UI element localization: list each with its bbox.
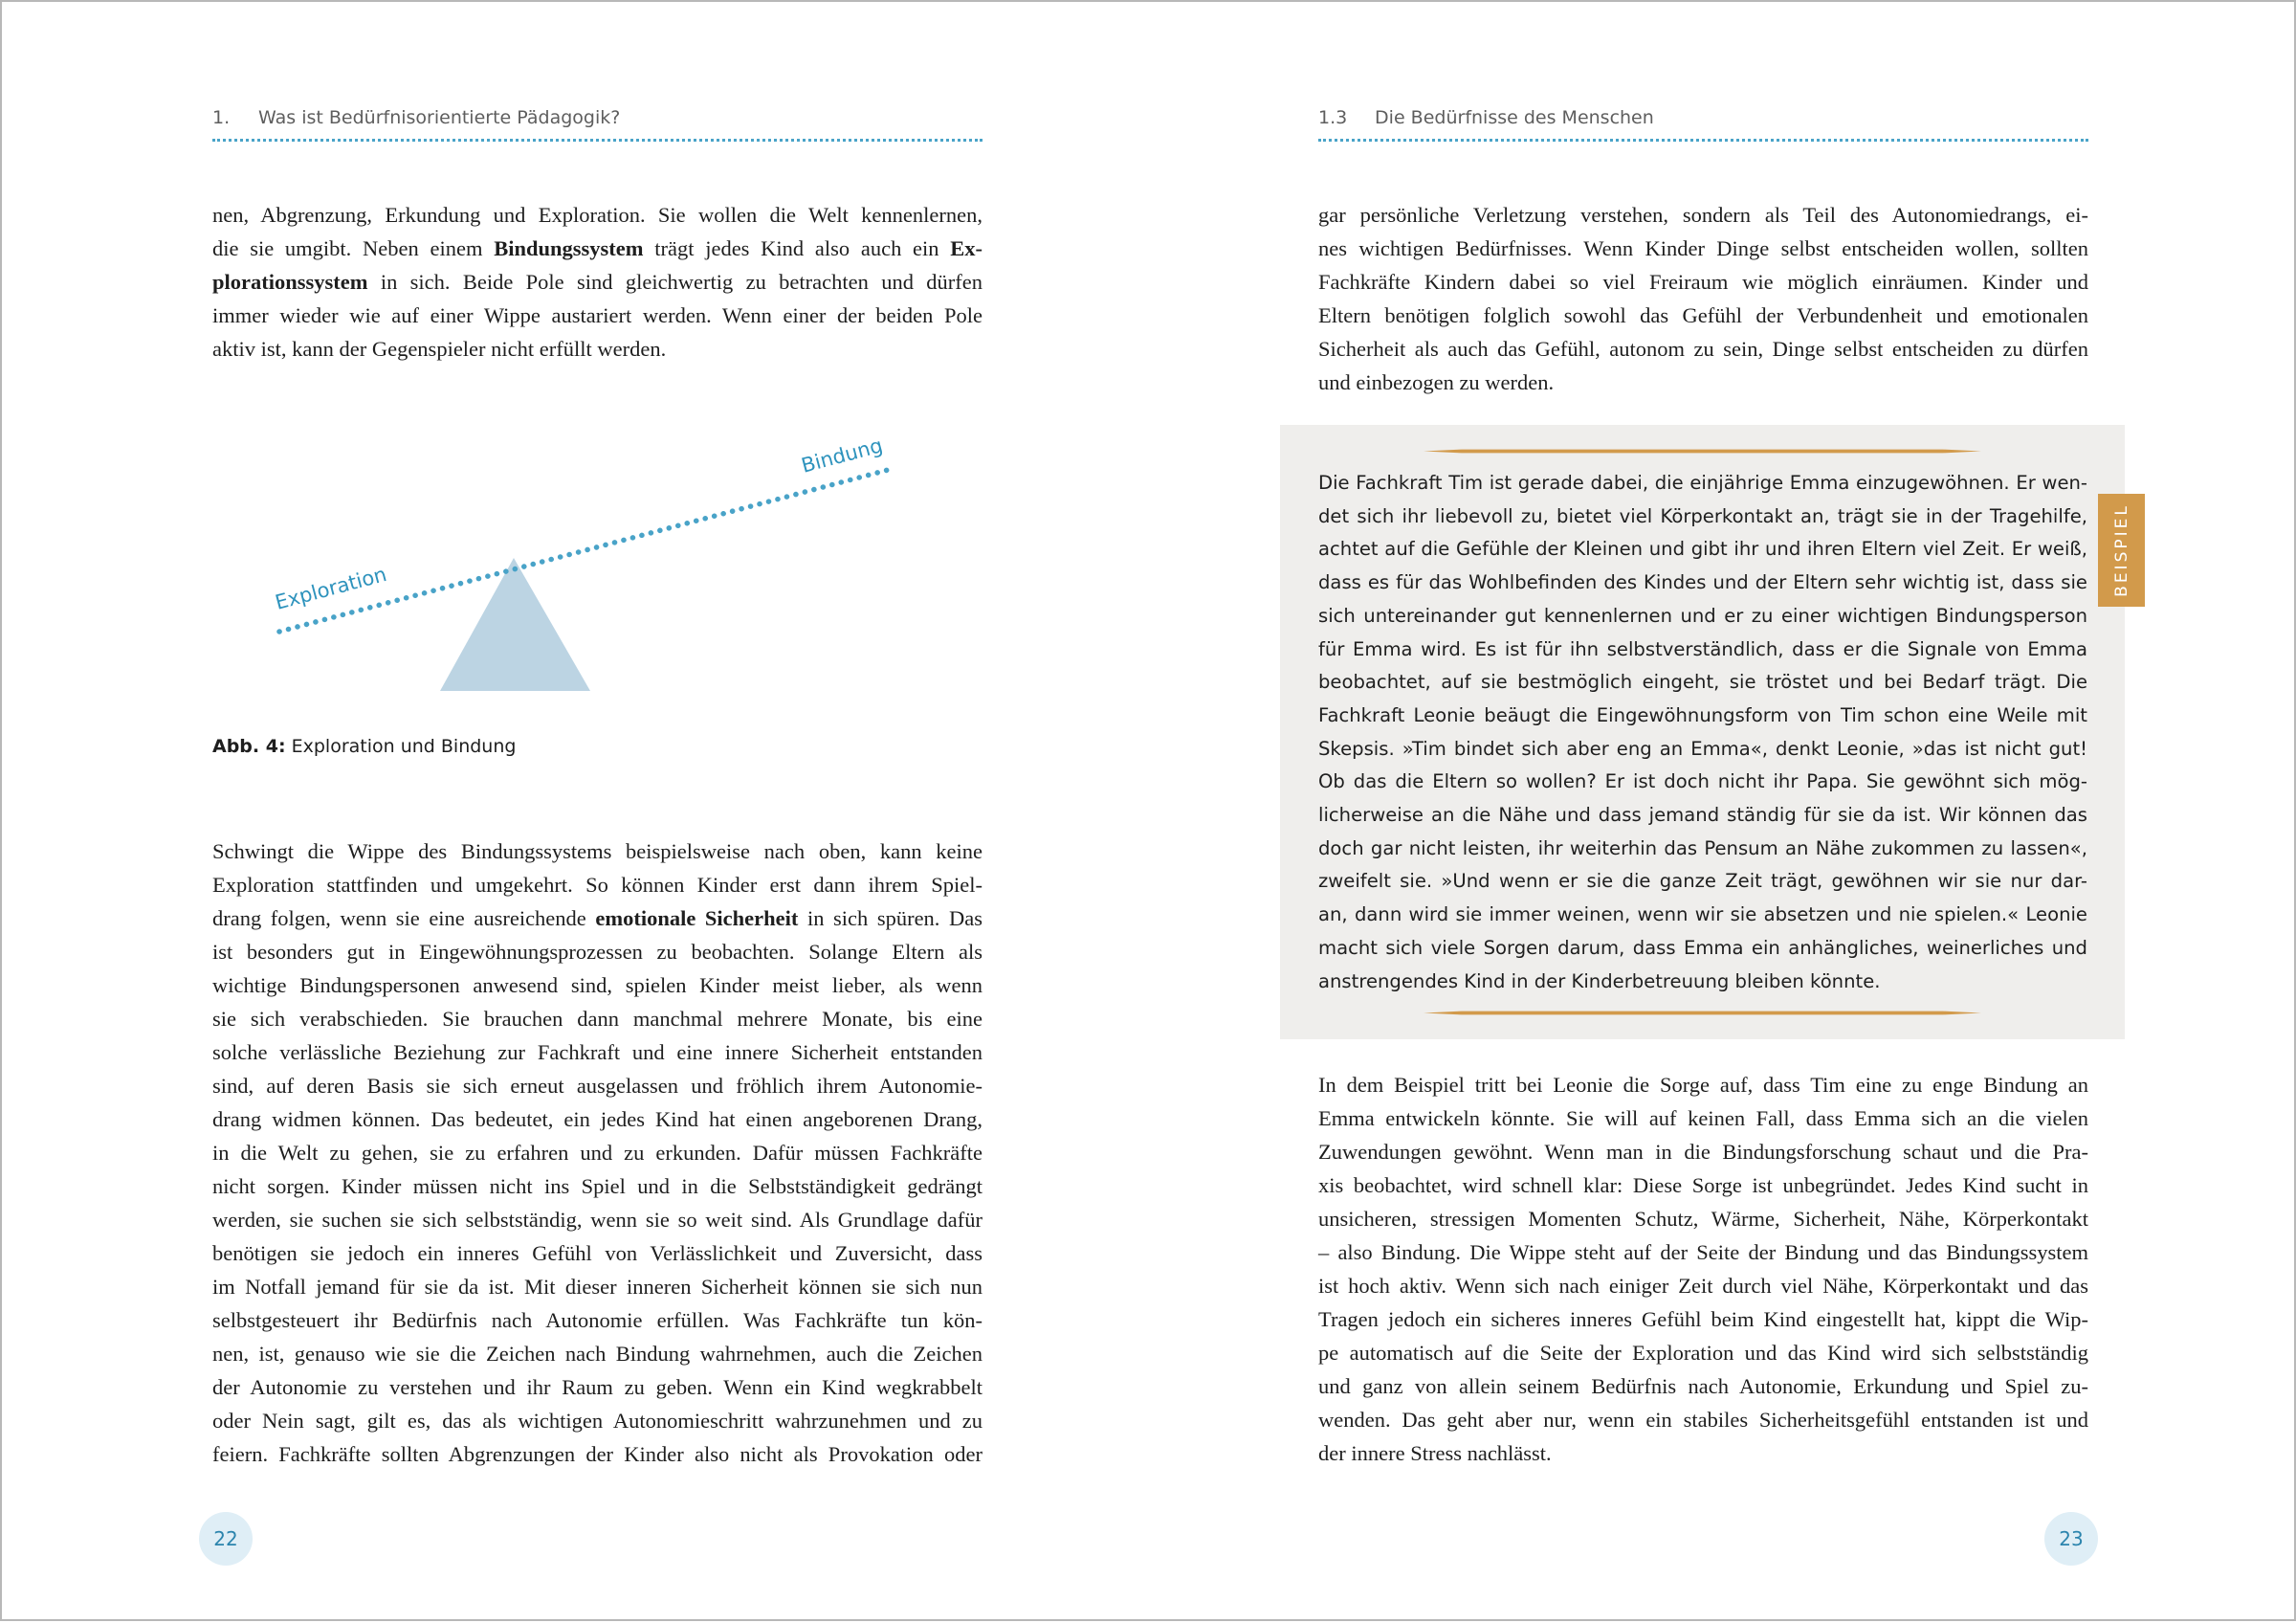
body-paragraph — [1318, 1068, 2088, 1470]
text-line: Emma entwickeln könnte. Sie will auf keinen Fall, dass Emma sich an die vielen — [1318, 1106, 2088, 1130]
page-number: 23 — [2044, 1512, 2098, 1566]
example-box — [1280, 425, 2125, 1039]
body-paragraph — [212, 834, 982, 1471]
beispiel-label: BEISPIEL — [2111, 503, 2131, 597]
text-line: benötigen sie jedoch ein inneres Gefühl von Verlässlichkeit und Zuversicht, dass — [212, 1241, 982, 1265]
text-line: der innere Stress nachlässt. — [1318, 1441, 1552, 1465]
text-line: und ganz von allein seinem Bedürfnis nach Autonomie, Erkundung und Spiel zu- — [1318, 1374, 2088, 1398]
running-head — [1318, 107, 2088, 142]
text-line: licherweise an die Nähe und dass jemand ständig für sie da ist. Wir können das — [1318, 804, 2087, 827]
text-line: Die Fachkraft Tim ist gerade dabei, die einjährige Emma einzugewöhnen. Er wen- — [1318, 472, 2087, 494]
text-line: immer wieder wie auf einer Wippe austariert werden. Wenn einer der beiden Pole — [212, 303, 982, 327]
text-line: doch gar nicht leisten, ihr weiterhin das Pensum an Nähe zukommen zu lassen«, — [1318, 836, 2087, 859]
text-line: selbstgesteuert ihr Bedürfnis nach Autonomie erfüllen. Was Fachkräfte tun kön- — [212, 1308, 982, 1332]
text-line: drang widmen können. Das bedeutet, ein jedes Kind hat einen angeborenen Drang, — [212, 1107, 982, 1131]
chapter-title: Was ist Bedürfnisorientierte Pädagogik? — [258, 107, 621, 128]
keyword: plorationssystem — [212, 270, 368, 294]
text-line: Exploration stattfinden und umgekehrt. So können Kinder erst dann ihrem Spiel- — [212, 873, 982, 897]
text-line: oder Nein sagt, gilt es, das als wichtigen Autonomieschritt wahrzunehmen und zu — [212, 1409, 982, 1433]
caption-text: Exploration und Bindung — [291, 736, 517, 757]
text-line: werden, sie suchen sie sich selbstständig, wenn sie so weit sind. Als Grundlage dafür — [212, 1208, 982, 1232]
text-line: die sie umgibt. Neben einem Bindungssystem trägt jedes Kind also auch ein Ex- — [212, 236, 983, 260]
example-text — [1318, 467, 2087, 998]
text-line: sie sich verabschieden. Sie brauchen dann manchmal mehrere Monate, bis eine — [212, 1007, 982, 1031]
beispiel-tab — [2098, 494, 2145, 607]
seesaw-fulcrum — [440, 558, 590, 691]
keyword: Bindungssystem — [494, 236, 644, 260]
text-line: solche verlässliche Beziehung zur Fachkraft und eine innere Sicherheit entstanden — [212, 1040, 982, 1064]
text-line: in die Welt zu gehen, sie zu erfahren und zu erkunden. Dafür müssen Fachkräfte — [212, 1141, 982, 1165]
keyword: Ex- — [950, 236, 983, 260]
text-line: sind, auf deren Basis sie sich erneut ausgelassen und fröhlich ihrem Autonomie- — [212, 1074, 982, 1098]
text-line: macht sich viele Sorgen darum, dass Emma ein anhängliches, weinerliches und — [1318, 936, 2087, 959]
text-line: – also Bindung. Die Wippe steht auf der Seite der Bindung und das Bindungssystem — [1318, 1240, 2088, 1264]
text-line: Eltern benötigen folglich sowohl das Gefühl der Verbundenheit und emotionalen — [1318, 303, 2088, 327]
text-line: det sich ihr liebevoll zu, bietet viel Körperkontakt an, trägt sie in der Tragehilfe, — [1318, 504, 2087, 527]
text-line: und einbezogen zu werden. — [1318, 370, 1555, 394]
figure-caption — [212, 736, 516, 757]
text-line: In dem Beispiel tritt bei Leonie die Sorge auf, dass Tim eine zu enge Bindung an — [1318, 1073, 2088, 1097]
text-line: nen, ist, genauso wie sie die Zeichen nach Bindung wahrnehmen, auch die Zeichen — [212, 1342, 982, 1366]
section-title: Die Bedürfnisse des Menschen — [1375, 107, 1654, 128]
text-line: Fachkraft Leonie beäugt die Eingewöhnungsform von Tim schon eine Weile mit — [1318, 703, 2087, 726]
running-head — [212, 107, 982, 142]
text-line: Sicherheit als auch das Gefühl, autonom zu sein, Dinge selbst entscheiden zu dürfen — [1318, 337, 2088, 361]
text-line: aktiv ist, kann der Gegenspieler nicht erfüllt werden. — [212, 337, 667, 361]
gold-divider — [1424, 449, 1981, 454]
text-line: plorationssystem in sich. Beide Pole sind gleichwertig zu betrachten und dürfen — [212, 270, 982, 294]
seesaw-beam — [279, 469, 892, 632]
text-line: dass es für das Wohlbefinden des Kindes und der Eltern sehr wichtig ist, dass sie — [1318, 571, 2087, 594]
text-line: drang folgen, wenn sie eine ausreichende emotionale Sicherheit in sich spüren. Das — [212, 906, 982, 930]
text-line: feiern. Fachkräfte sollten Abgrenzungen der Kinder also nicht als Provokation oder — [212, 1442, 982, 1466]
right-page — [1150, 2, 2296, 1623]
text-line: der Autonomie zu verstehen und ihr Raum zu geben. Wenn ein Kind wegkrabbelt — [212, 1375, 982, 1399]
text-line: Skepsis. »Tim bindet sich aber eng an Emma«, denkt Leonie, »das ist nicht gut! — [1318, 737, 2087, 760]
chapter-number: 1. — [212, 107, 231, 128]
text-line: zweifelt sie. »Und wenn er sie die ganze Zeit trägt, gewöhnen wir sie nur dar- — [1318, 870, 2087, 893]
text-line: Ob das die Eltern so wollen? Er ist doch nicht ihr Papa. Sie gewöhnt sich mög- — [1318, 770, 2087, 793]
text-line: nen, Abgrenzung, Erkundung und Exploration. Sie wollen die Welt kennenlernen, — [212, 203, 982, 227]
section-number: 1.3 — [1318, 107, 1348, 128]
exploration-label: Exploration — [273, 562, 389, 614]
text-line: nes wichtigen Bedürfnisses. Wenn Kinder Dinge selbst entscheiden wollen, sollten — [1318, 236, 2088, 260]
text-line: nicht sorgen. Kinder müssen nicht ins Spiel und in die Selbstständigkeit gedrängt — [212, 1174, 982, 1198]
text-line: beobachtet, auf sie bestmöglich eingeht, sie tröstet und bei Bedarf trägt. Die — [1318, 671, 2087, 694]
gold-divider — [1424, 1011, 1981, 1015]
page-number: 22 — [199, 1512, 253, 1566]
body-paragraph — [212, 198, 982, 366]
text-line: unsicheren, stressigen Momenten Schutz, Wärme, Sicherheit, Nähe, Körperkontakt — [1318, 1207, 2088, 1231]
bindung-label: Bindung — [799, 434, 886, 478]
text-line: sich untereinander gut kennenlernen und er zu einer wichtigen Bindungsperson — [1318, 604, 2087, 627]
text-line: Zuwendungen gewöhnt. Wenn man in die Bindungsforschung schaut und die Pra- — [1318, 1140, 2088, 1164]
text-line: wenden. Das geht aber nur, wenn ein stabiles Sicherheitsgefühl entstanden ist und — [1318, 1408, 2088, 1432]
text-line: für Emma wird. Es ist für ihn selbstverständlich, dass er die Signale von Emma — [1318, 637, 2087, 660]
keyword: emotionale Sicherheit — [595, 906, 799, 930]
seesaw-figure — [260, 423, 930, 710]
text-line: ist besonders gut in Eingewöhnungsprozessen zu beobachten. Solange Eltern als — [212, 940, 982, 964]
text-line: im Notfall jemand für sie da ist. Mit dieser inneren Sicherheit können sie sich nun — [212, 1275, 982, 1299]
text-line: pe automatisch auf die Seite der Exploration und das Kind wird sich selbstständig — [1318, 1341, 2088, 1365]
body-paragraph — [1318, 198, 2088, 399]
text-line: xis beobachtet, wird schnell klar: Diese Sorge ist unbegründet. Jedes Kind sucht in — [1318, 1173, 2088, 1197]
text-line: an, dann wird sie immer weinen, wenn wir sie absetzen und nie spielen.« Leonie — [1318, 903, 2087, 926]
text-line: gar persönliche Verletzung verstehen, sondern als Teil des Autonomiedrangs, ei- — [1318, 203, 2088, 227]
text-line: Fachkräfte Kindern dabei so viel Freiraum wie möglich einräumen. Kinder und — [1318, 270, 2088, 294]
text-line: Tragen jedoch ein sicheres inneres Gefühl beim Kind eingestellt hat, kippt die Wip- — [1318, 1307, 2088, 1331]
caption-label: Abb. 4: — [212, 736, 286, 757]
text-line: Schwingt die Wippe des Bindungssystems beispielsweise nach oben, kann keine — [212, 839, 982, 863]
text-line: ist hoch aktiv. Wenn sich nach einiger Zeit durch viel Nähe, Körperkontakt und das — [1318, 1274, 2088, 1298]
text-line: anstrengendes Kind in der Kinderbetreuung bleiben könnte. — [1318, 969, 1881, 992]
text-line: achtet auf die Gefühle der Kleinen und gibt ihr und ihren Eltern viel Zeit. Er weiß, — [1318, 538, 2087, 561]
left-page — [2, 2, 1150, 1623]
text-line: wichtige Bindungspersonen anwesend sind, spielen Kinder meist lieber, als wenn — [212, 973, 982, 997]
